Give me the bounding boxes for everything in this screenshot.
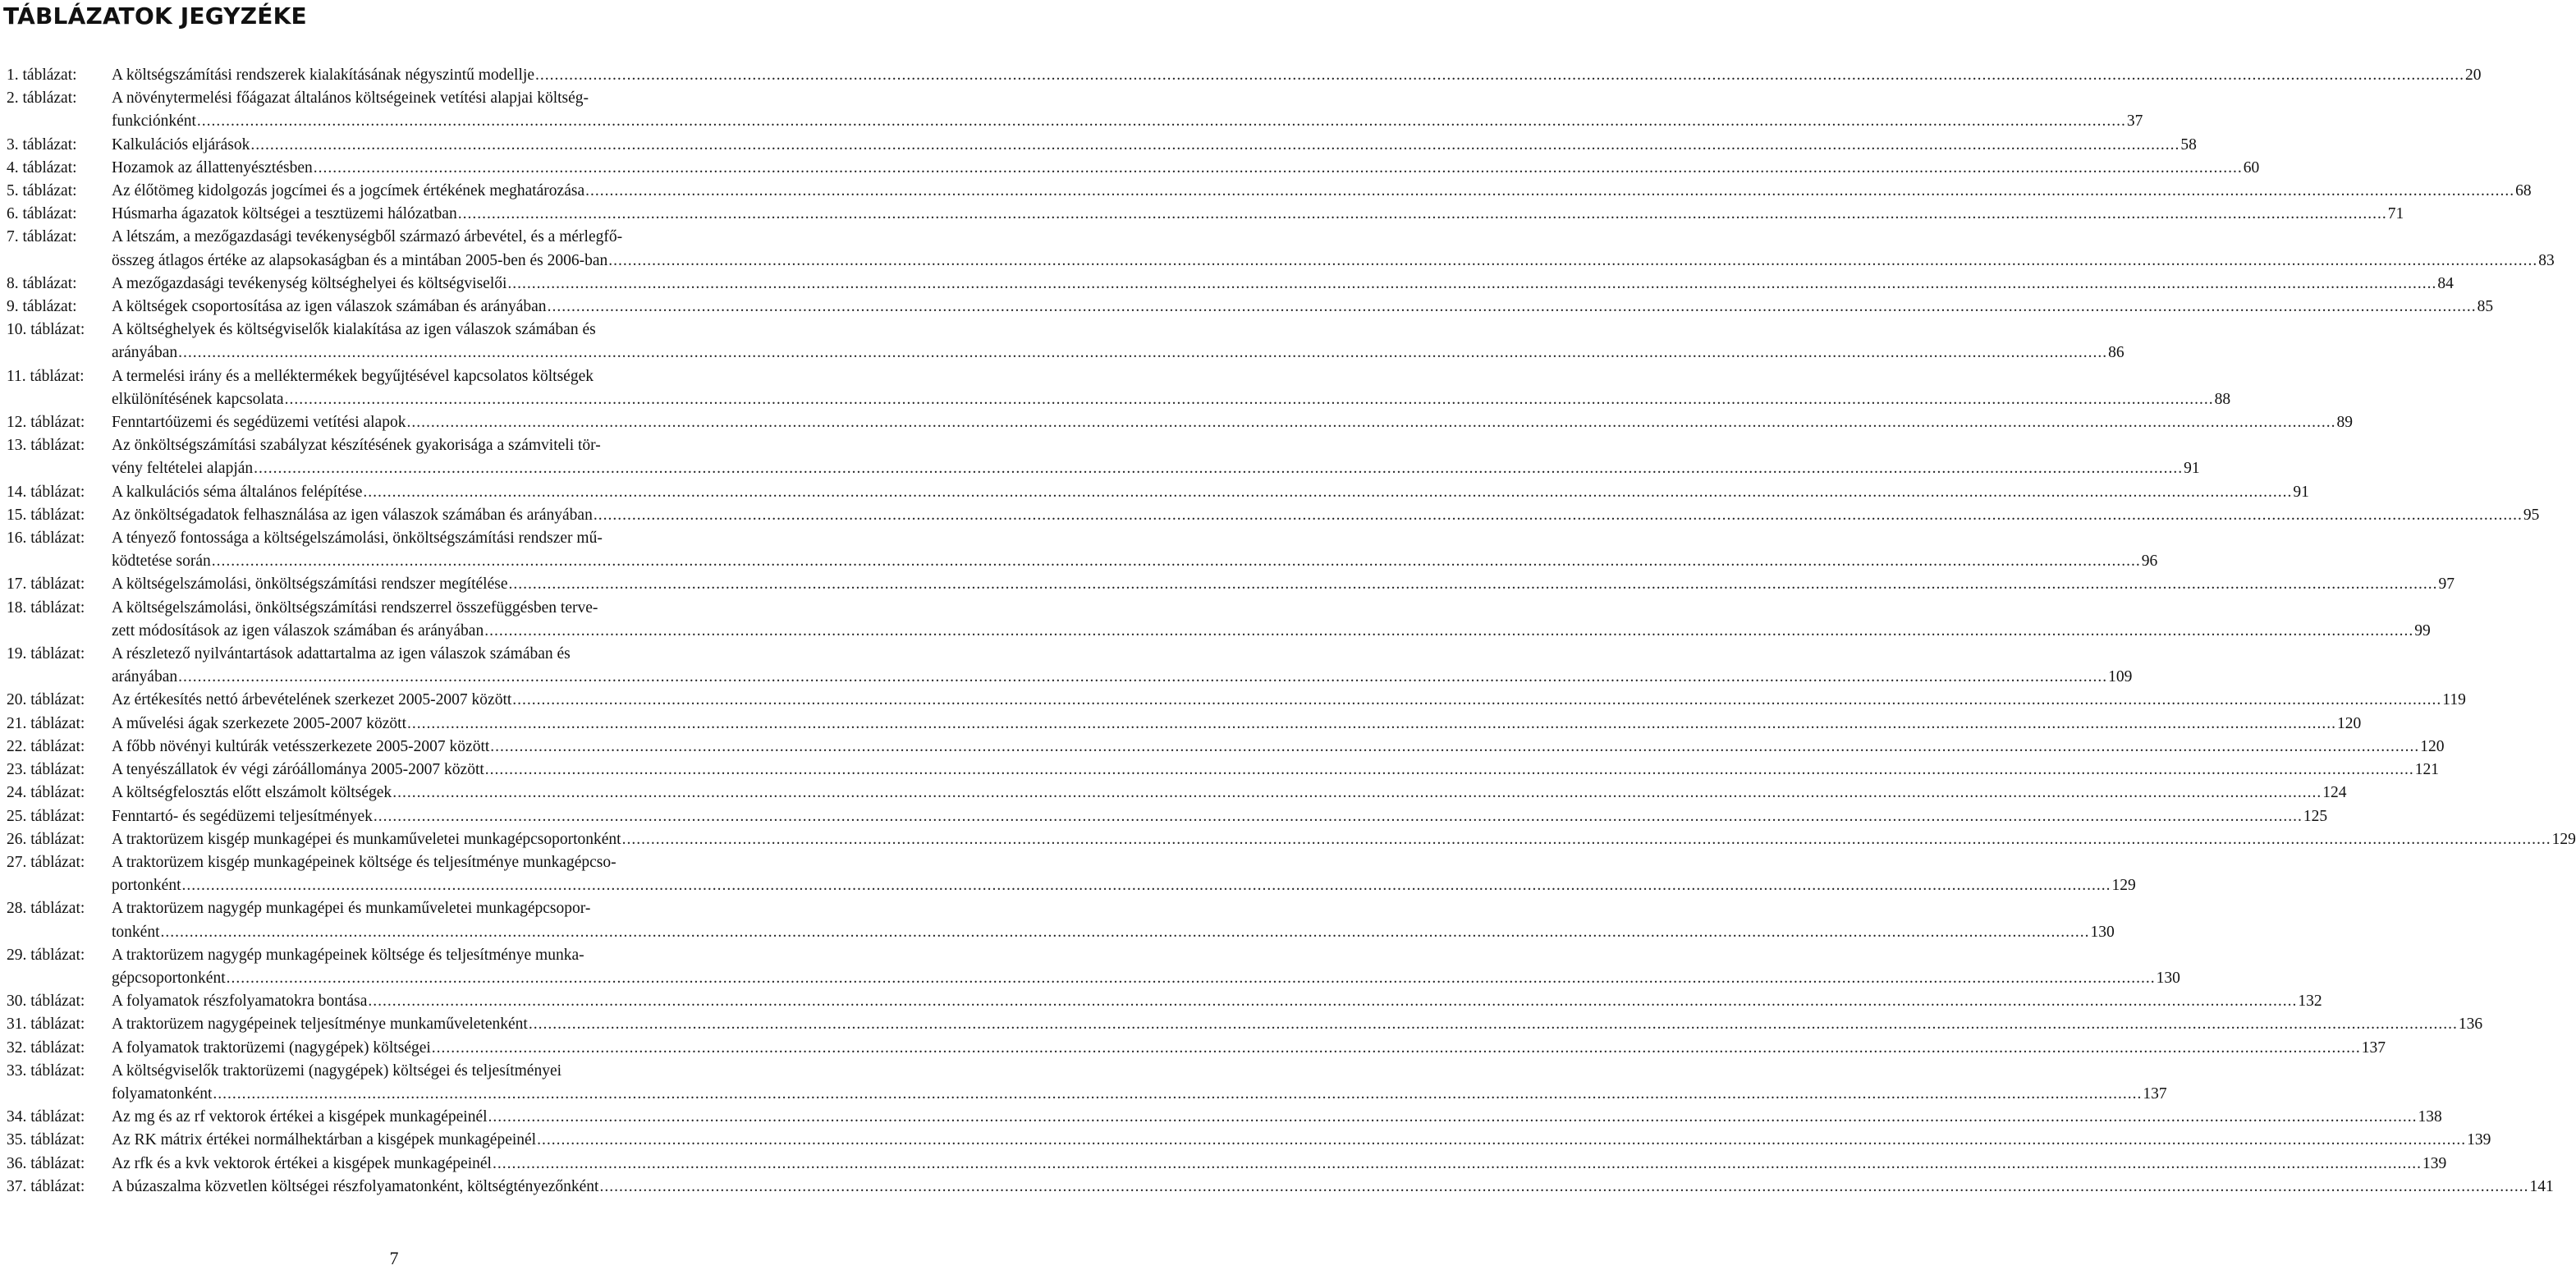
entry-page-number: 20: [2464, 66, 2482, 84]
toc-entry[interactable]: [7, 296, 2494, 319]
entry-page-number: 84: [2437, 274, 2454, 292]
toc-entry[interactable]: [7, 736, 2445, 759]
toc-entry[interactable]: [7, 990, 2322, 1013]
entry-number: 22. táblázat:: [7, 737, 85, 755]
entry-number: 35. táblázat:: [7, 1131, 85, 1149]
entry-page-number: 89: [2336, 414, 2353, 432]
entry-title-line: vény feltételei alapján: [112, 460, 254, 478]
toc-entry[interactable]: [7, 897, 2115, 943]
entry-page-number: 83: [2538, 251, 2555, 269]
entry-page-number: 124: [2322, 784, 2347, 802]
entry-number: 1. táblázat:: [7, 66, 77, 84]
toc-entry[interactable]: [7, 365, 2231, 411]
entry-page-number: 109: [2108, 668, 2133, 686]
toc-entry[interactable]: [7, 1106, 2442, 1129]
toc-entry[interactable]: [7, 643, 2133, 689]
entry-title-line: Az értékesítés nettó árbevételének szerkezet 2005-2007 között: [112, 691, 512, 709]
entry-number: 19. táblázat:: [7, 645, 85, 663]
entry-title-line: A költségfelosztás előtt elszámolt költségek: [112, 784, 392, 802]
entry-title-line: A költségviselők traktorüzemi (nagygépek) költségei és teljesítményei: [112, 1061, 562, 1080]
dot-leader: ................................................................................................................................................................................................................................................................................................................................................................................................................: [406, 414, 2336, 432]
dot-leader: ................................................................................................................................................................................................................................................................................................................................................................................................................: [313, 158, 2243, 177]
entry-title-line: A tényező fontossága a költségelszámolási, önköltségszámítási rendszer mű-: [112, 530, 603, 548]
entry-page-number: 129: [2551, 830, 2576, 848]
entry-title-line: zett módosítások az igen válaszok számában és arányában: [112, 621, 484, 640]
entry-number: 11. táblázat:: [7, 367, 85, 385]
entry-page-number: 129: [2111, 877, 2136, 895]
dot-leader: ................................................................................................................................................................................................................................................................................................................................................................................................................: [599, 1177, 2529, 1195]
dot-leader: ................................................................................................................................................................................................................................................................................................................................................................................................................: [226, 969, 2156, 987]
toc-entry[interactable]: [7, 203, 2404, 226]
toc-entry[interactable]: [7, 597, 2431, 643]
dot-leader: ................................................................................................................................................................................................................................................................................................................................................................................................................: [484, 761, 2414, 779]
toc-entry[interactable]: [7, 1176, 2554, 1199]
entry-page-number: 139: [2467, 1131, 2491, 1149]
entry-number: 34. táblázat:: [7, 1108, 85, 1126]
entry-title-line: A traktorüzem kisgép munkagépeinek költsége és teljesítménye munkagépcso-: [112, 853, 616, 871]
toc-entry[interactable]: [7, 87, 2143, 133]
entry-number: 13. táblázat:: [7, 437, 85, 455]
entry-page-number: 130: [2156, 969, 2180, 987]
entry-page-number: 130: [2090, 923, 2115, 941]
entry-number: 26. táblázat:: [7, 830, 85, 848]
entry-title-line: Az RK mátrix értékei normálhektárban a kisgépek munkagépeinél: [112, 1131, 537, 1149]
entry-page-number: 121: [2414, 761, 2440, 779]
entry-number: 28. táblázat:: [7, 900, 85, 918]
entry-number: 3. táblázat:: [7, 135, 77, 154]
toc-entry[interactable]: [7, 851, 2136, 897]
dot-leader: ................................................................................................................................................................................................................................................................................................................................................................................................................: [512, 691, 2442, 709]
entry-number: 16. táblázat:: [7, 530, 85, 548]
entry-number: 7. táblázat:: [7, 228, 77, 246]
entry-title-line: folyamatonként: [112, 1084, 213, 1103]
toc-entry[interactable]: [7, 759, 2440, 782]
toc-entry[interactable]: [7, 226, 2555, 272]
dot-leader: ................................................................................................................................................................................................................................................................................................................................................................................................................: [537, 1131, 2467, 1149]
entry-page-number: 136: [2458, 1016, 2483, 1034]
entry-title-line: A folyamatok részfolyamatokra bontása: [112, 993, 368, 1011]
dot-leader: ................................................................................................................................................................................................................................................................................................................................................................................................................: [547, 298, 2477, 316]
entry-page-number: 125: [2303, 807, 2328, 825]
entry-number: 21. táblázat:: [7, 714, 85, 732]
toc-entry[interactable]: [7, 1037, 2386, 1060]
entry-title-line: Az mg és az rf vektorok értékei a kisgépek munkagépeinél: [112, 1108, 488, 1126]
entry-number: 30. táblázat:: [7, 993, 85, 1011]
entry-title-line: Az önköltségszámítási szabályzat készítésének gyakorisága a számviteli tör-: [112, 437, 601, 455]
entry-title-line: arányában: [112, 344, 178, 362]
entry-title-line: A tenyészállatok év végi záróállománya 2005-2007 között: [112, 761, 484, 779]
entry-number: 10. táblázat:: [7, 321, 85, 339]
entry-page-number: 137: [2361, 1038, 2386, 1057]
entry-title-line: funkciónként: [112, 112, 196, 131]
entry-number: 18. táblázat:: [7, 598, 85, 617]
entry-page-number: 88: [2214, 390, 2231, 408]
entry-number: 25. táblázat:: [7, 807, 85, 825]
dot-leader: ................................................................................................................................................................................................................................................................................................................................................................................................................: [507, 274, 2437, 292]
entry-title-line: A folyamatok traktorüzemi (nagygépek) költségei: [112, 1038, 431, 1057]
toc-entry[interactable]: [7, 944, 2180, 990]
toc-entry[interactable]: [7, 713, 2362, 736]
entry-title-line: ködtetése során: [112, 552, 211, 571]
dot-leader: ................................................................................................................................................................................................................................................................................................................................................................................................................: [528, 1016, 2458, 1034]
entry-title-line: arányában: [112, 668, 178, 686]
entry-page-number: 95: [2523, 506, 2540, 524]
toc-entry[interactable]: [7, 504, 2540, 527]
entry-page-number: 120: [2420, 737, 2445, 755]
entry-title-line: A traktorüzem nagygép munkagépeinek költsége és teljesítménye munka-: [112, 946, 584, 964]
dot-leader: ................................................................................................................................................................................................................................................................................................................................................................................................................: [488, 1108, 2418, 1126]
entry-page-number: 68: [2515, 182, 2532, 200]
dot-leader: ................................................................................................................................................................................................................................................................................................................................................................................................................: [407, 714, 2337, 732]
entry-title-line: Az önköltségadatok felhasználása az igen válaszok számában és arányában: [112, 506, 593, 524]
entry-page-number: 60: [2243, 158, 2260, 177]
entry-number: 31. táblázat:: [7, 1016, 85, 1034]
toc-entry[interactable]: [7, 782, 2347, 805]
entry-title-line: A búzaszalma közvetlen költségei részfolyamatonként, költségtényezőnként: [112, 1177, 599, 1195]
entry-number: 15. táblázat:: [7, 506, 85, 524]
entry-number: 12. táblázat:: [7, 414, 85, 432]
dot-leader: ................................................................................................................................................................................................................................................................................................................................................................................................................: [593, 506, 2523, 524]
entry-title-line: A termelési irány és a melléktermékek begyűjtésével kapcsolatos költségek: [112, 367, 594, 385]
entry-page-number: 139: [2422, 1154, 2447, 1172]
toc-entry[interactable]: [7, 157, 2260, 180]
entry-page-number: 141: [2529, 1177, 2554, 1195]
dot-leader: ................................................................................................................................................................................................................................................................................................................................................................................................................: [373, 807, 2303, 825]
dot-leader: ................................................................................................................................................................................................................................................................................................................................................................................................................: [211, 552, 2141, 571]
dot-leader: ................................................................................................................................................................................................................................................................................................................................................................................................................: [213, 1084, 2143, 1103]
dot-leader: ................................................................................................................................................................................................................................................................................................................................................................................................................: [484, 621, 2414, 640]
dot-leader: ................................................................................................................................................................................................................................................................................................................................................................................................................: [534, 66, 2464, 84]
dot-leader: ................................................................................................................................................................................................................................................................................................................................................................................................................: [457, 205, 2387, 223]
entry-title-line: Fenntartó- és segédüzemi teljesítmények: [112, 807, 373, 825]
entry-title-line: A traktorüzem nagygépeinek teljesítménye munkaműveletenként: [112, 1016, 528, 1034]
dot-leader: ................................................................................................................................................................................................................................................................................................................................................................................................................: [178, 668, 2108, 686]
entry-title-line: A mezőgazdasági tevékenység költséghelyei és költségviselői: [112, 274, 507, 292]
entry-title-line: Fenntartóüzemi és segédüzemi vetítési alapok: [112, 414, 406, 432]
entry-number: 6. táblázat:: [7, 205, 77, 223]
entry-title-line: Hozamok az állattenyésztésben: [112, 158, 313, 177]
entry-title-line: A növénytermelési főágazat általános költségeinek vetítési alapjai költség-: [112, 89, 589, 108]
entry-title-line: A művelési ágak szerkezete 2005-2007 között: [112, 714, 407, 732]
entry-page-number: 132: [2298, 993, 2322, 1011]
entry-title-line: elkülönítésének kapcsolata: [112, 390, 284, 408]
toc-entry[interactable]: [7, 1129, 2491, 1152]
dot-leader: ................................................................................................................................................................................................................................................................................................................................................................................................................: [492, 1154, 2422, 1172]
entry-title-line: A traktorüzem nagygép munkagépei és munkaműveletei munkagépcsopor-: [112, 900, 591, 918]
entry-title-line: portonként: [112, 877, 181, 895]
toc-entry[interactable]: [7, 828, 2576, 851]
entry-number: 5. táblázat:: [7, 182, 77, 200]
dot-leader: ................................................................................................................................................................................................................................................................................................................................................................................................................: [363, 483, 2293, 501]
entry-title-line: A költségek csoportosítása az igen válaszok számában és arányában: [112, 298, 547, 316]
entry-title-line: A főbb növényi kultúrák vetésszerkezete 2005-2007 között: [112, 737, 490, 755]
entry-title-line: A részletező nyilvántartások adattartalma az igen válaszok számában és: [112, 645, 571, 663]
toc-entry[interactable]: [7, 319, 2125, 364]
toc-entry[interactable]: [7, 64, 2482, 87]
toc-entry[interactable]: [7, 434, 2200, 480]
entry-number: 27. táblázat:: [7, 853, 85, 871]
entry-page-number: 99: [2414, 621, 2431, 640]
entry-number: 29. táblázat:: [7, 946, 85, 964]
entry-page-number: 138: [2418, 1108, 2442, 1126]
toc-entry[interactable]: [7, 180, 2532, 203]
toc-entry[interactable]: [7, 527, 2158, 573]
entry-title-line: A kalkulációs séma általános felépítése: [112, 483, 363, 501]
entry-page-number: 137: [2143, 1084, 2167, 1103]
entry-title-line: gépcsoportonként: [112, 969, 226, 987]
dot-leader: ................................................................................................................................................................................................................................................................................................................................................................................................................: [250, 135, 2180, 154]
entry-number: 4. táblázat:: [7, 158, 77, 177]
toc-entry[interactable]: [7, 1060, 2167, 1106]
entry-number: 23. táblázat:: [7, 761, 85, 779]
dot-leader: ................................................................................................................................................................................................................................................................................................................................................................................................................: [368, 993, 2298, 1011]
entry-title-line: Az élőtömeg kidolgozás jogcímei és a jogcímek értékének meghatározása: [112, 182, 585, 200]
table-of-tables: [7, 64, 2576, 1199]
dot-leader: ................................................................................................................................................................................................................................................................................................................................................................................................................: [508, 575, 2438, 594]
toc-entry[interactable]: [7, 689, 2466, 712]
entry-page-number: 119: [2442, 691, 2466, 709]
entry-page-number: 91: [2184, 460, 2200, 478]
dot-leader: ................................................................................................................................................................................................................................................................................................................................................................................................................: [284, 390, 2214, 408]
dot-leader: ................................................................................................................................................................................................................................................................................................................................................................................................................: [181, 877, 2111, 895]
entry-number: 37. táblázat:: [7, 1177, 85, 1195]
toc-entry[interactable]: [7, 805, 2328, 828]
toc-entry[interactable]: [7, 273, 2454, 296]
entry-page-number: 71: [2387, 205, 2404, 223]
dot-leader: ................................................................................................................................................................................................................................................................................................................................................................................................................: [160, 923, 2090, 941]
entry-page-number: 58: [2180, 135, 2197, 154]
entry-title-line: összeg átlagos értéke az alapsokaságban és a mintában 2005-ben és 2006-ban: [112, 251, 608, 269]
entry-number: 36. táblázat:: [7, 1154, 85, 1172]
entry-title-line: Kalkulációs eljárások: [112, 135, 250, 154]
entry-number: 9. táblázat:: [7, 298, 77, 316]
dot-leader: ................................................................................................................................................................................................................................................................................................................................................................................................................: [621, 830, 2551, 848]
toc-entry[interactable]: [7, 481, 2309, 504]
entry-number: 24. táblázat:: [7, 784, 85, 802]
entry-title-line: A költségszámítási rendszerek kialakításának négyszintű modellje: [112, 66, 534, 84]
dot-leader: ................................................................................................................................................................................................................................................................................................................................................................................................................: [254, 460, 2184, 478]
entry-title-line: A traktorüzem kisgép munkagépei és munkaműveletei munkagépcsoportonként: [112, 830, 621, 848]
toc-entry[interactable]: [7, 134, 2197, 157]
entry-title-line: A költségelszámolási, önköltségszámítási rendszer megítélése: [112, 575, 508, 594]
entry-number: 14. táblázat:: [7, 483, 85, 501]
entry-number: 33. táblázat:: [7, 1061, 85, 1080]
entry-title-line: A költségelszámolási, önköltségszámítási rendszerrel összefüggésben terve-: [112, 598, 598, 617]
entry-number: 20. táblázat:: [7, 691, 85, 709]
entry-number: 32. táblázat:: [7, 1038, 85, 1057]
entry-page-number: 85: [2477, 298, 2494, 316]
dot-leader: ................................................................................................................................................................................................................................................................................................................................................................................................................: [490, 737, 2420, 755]
dot-leader: ................................................................................................................................................................................................................................................................................................................................................................................................................: [431, 1038, 2361, 1057]
dot-leader: ................................................................................................................................................................................................................................................................................................................................................................................................................: [608, 251, 2538, 269]
entry-number: 2. táblázat:: [7, 89, 77, 108]
page-number: 7: [389, 1248, 399, 1268]
toc-entry[interactable]: [7, 573, 2455, 596]
dot-leader: ................................................................................................................................................................................................................................................................................................................................................................................................................: [196, 112, 2126, 131]
entry-title-line: Húsmarha ágazatok költségei a tesztüzemi hálózatban: [112, 205, 457, 223]
entry-page-number: 97: [2438, 575, 2455, 594]
entry-title-line: tonként: [112, 923, 160, 941]
page-title: TÁBLÁZATOK JEGYZÉKE: [3, 2, 307, 30]
entry-number: 17. táblázat:: [7, 575, 85, 594]
dot-leader: ................................................................................................................................................................................................................................................................................................................................................................................................................: [392, 784, 2322, 802]
entry-title-line: Az rfk és a kvk vektorok értékei a kisgépek munkagépeinél: [112, 1154, 492, 1172]
entry-page-number: 86: [2108, 344, 2125, 362]
entry-page-number: 91: [2293, 483, 2309, 501]
entry-number: 8. táblázat:: [7, 274, 77, 292]
dot-leader: ................................................................................................................................................................................................................................................................................................................................................................................................................: [178, 344, 2108, 362]
toc-entry[interactable]: [7, 1153, 2447, 1176]
entry-page-number: 120: [2337, 714, 2362, 732]
entry-page-number: 37: [2126, 112, 2143, 131]
toc-entry[interactable]: [7, 1013, 2483, 1036]
entry-title-line: A létszám, a mezőgazdasági tevékenységből származó árbevétel, és a mérlegfő-: [112, 228, 623, 246]
entry-page-number: 96: [2141, 552, 2158, 571]
toc-entry[interactable]: [7, 411, 2353, 434]
dot-leader: ................................................................................................................................................................................................................................................................................................................................................................................................................: [585, 182, 2515, 200]
entry-title-line: A költséghelyek és költségviselők kialakítása az igen válaszok számában és: [112, 321, 596, 339]
